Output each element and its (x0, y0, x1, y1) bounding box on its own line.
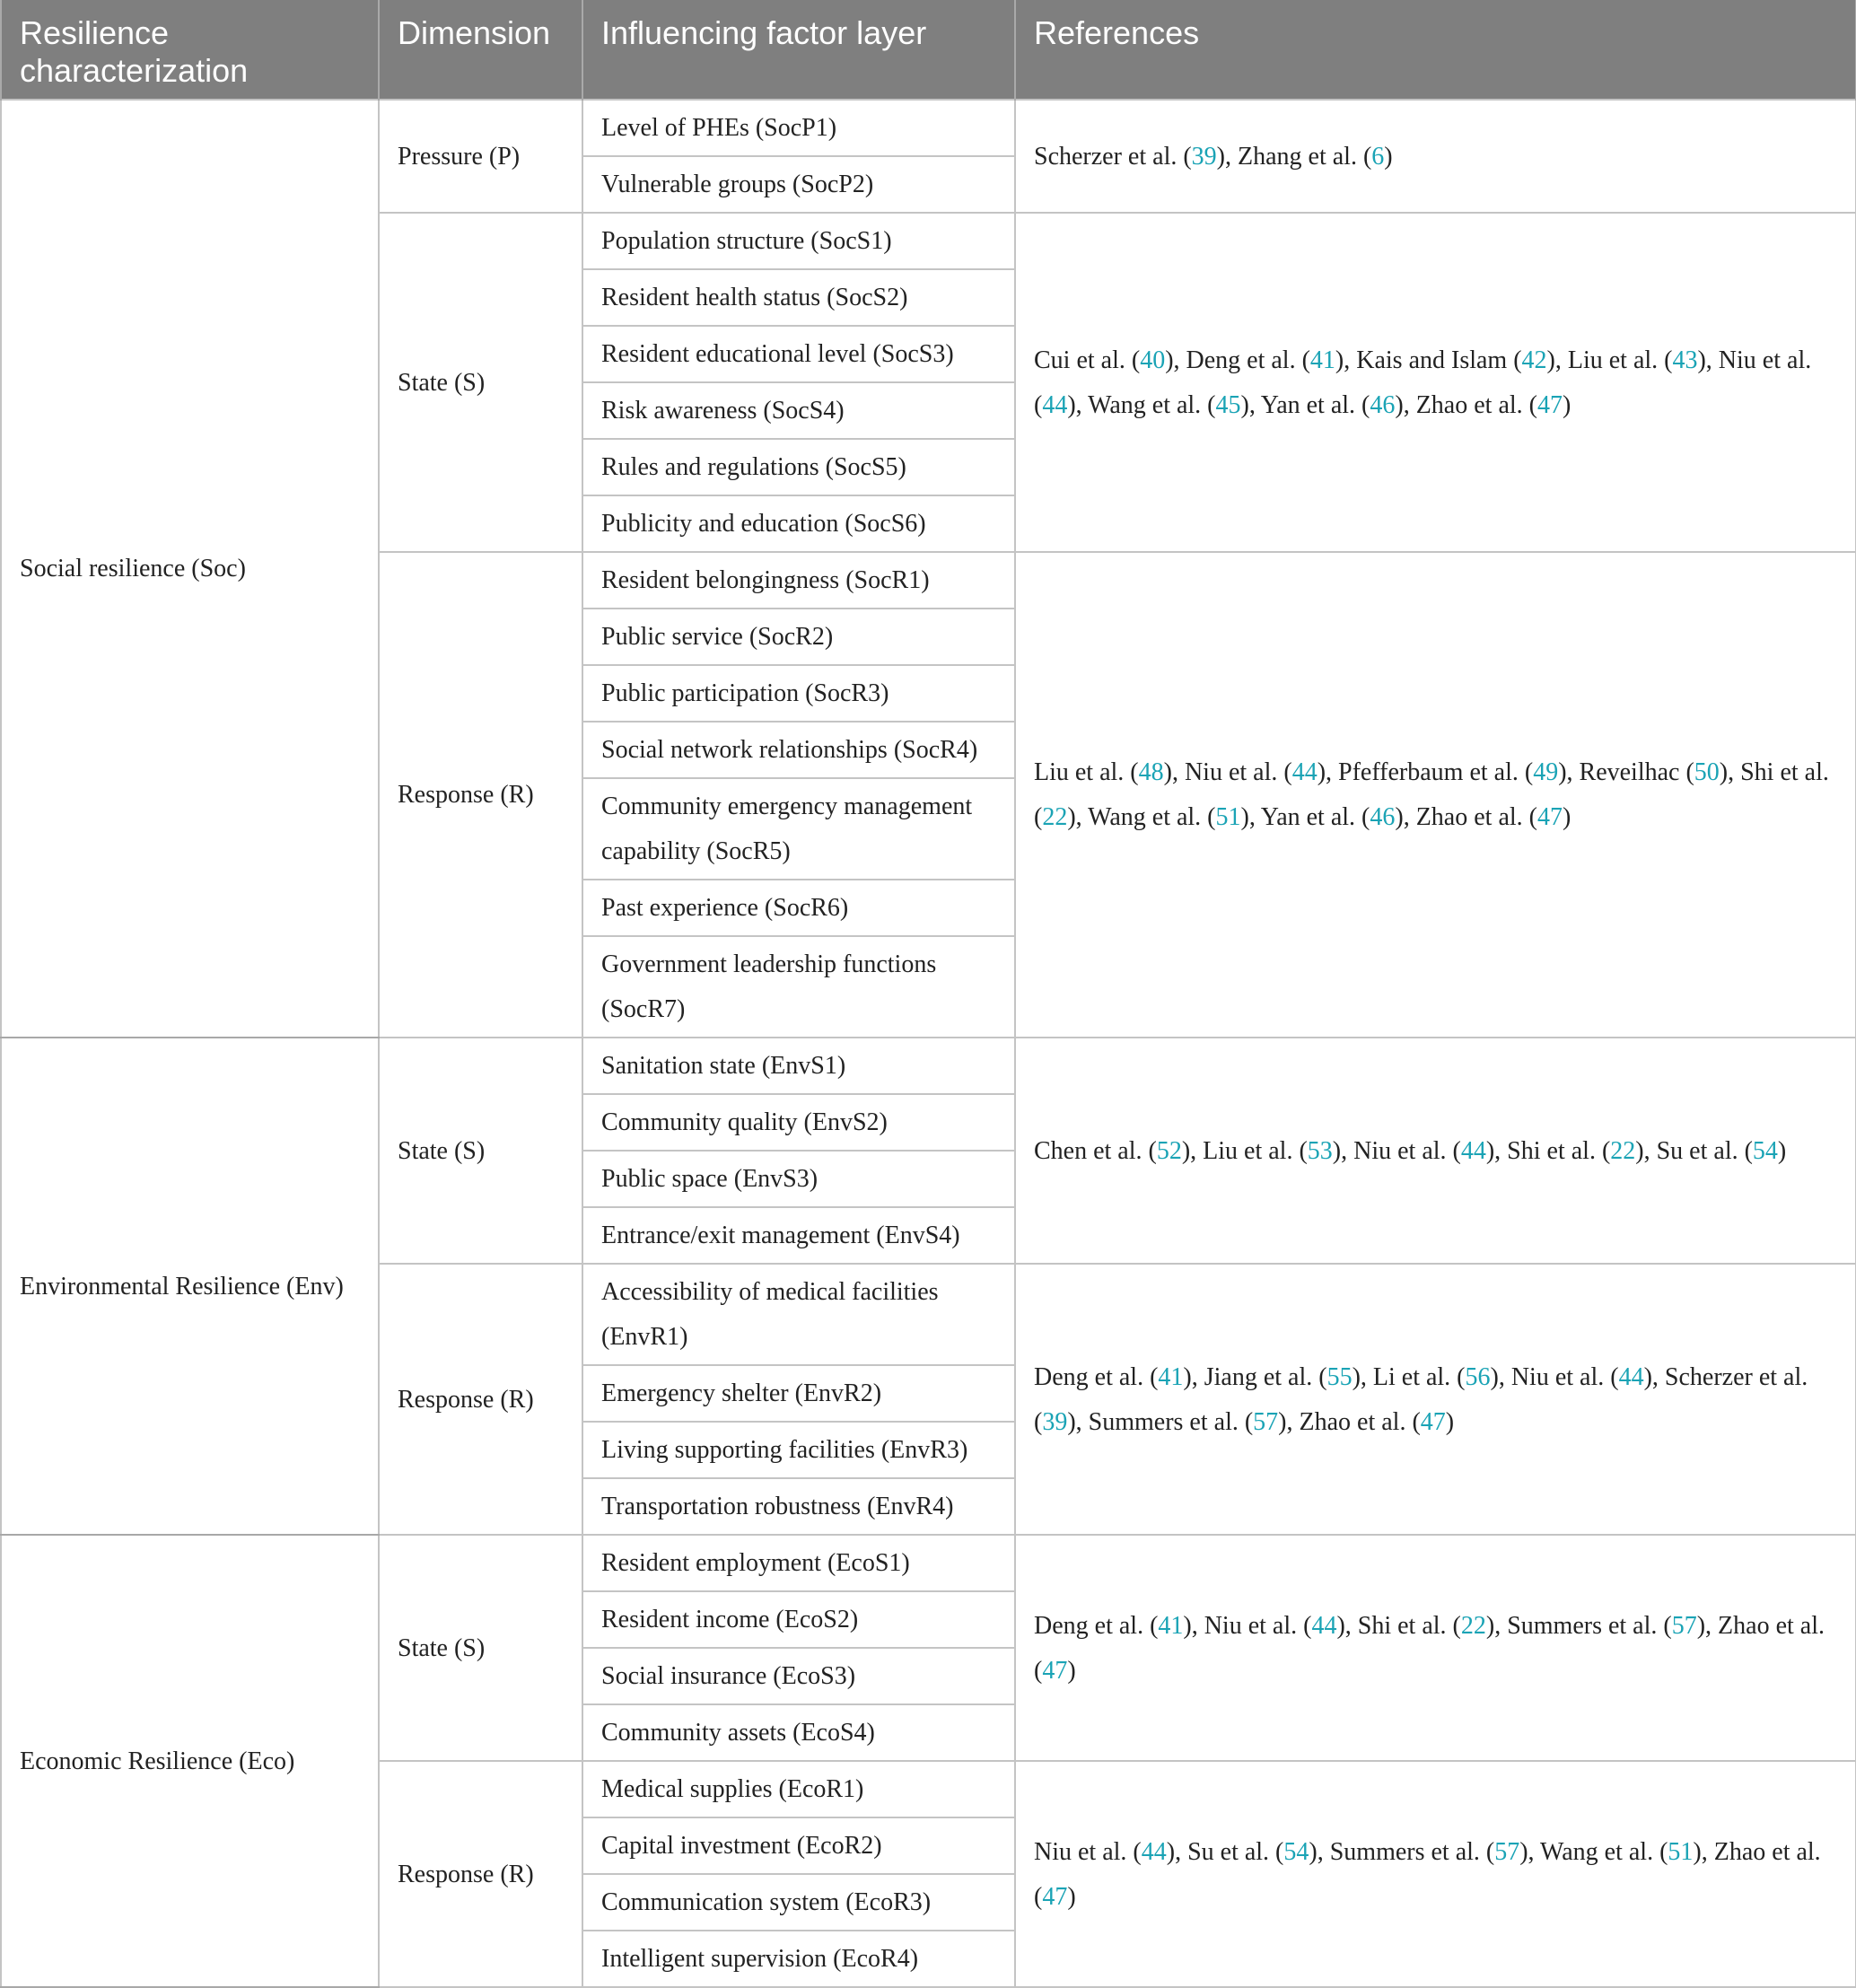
reference-link[interactable]: 6 (1371, 142, 1385, 171)
reference-link[interactable]: 41 (1158, 1362, 1184, 1391)
influencing-factor-cell: Communication system (EcoR3) (582, 1874, 1015, 1931)
reference-link[interactable]: 42 (1521, 346, 1547, 374)
influencing-factor-cell: Community emergency management capability (SocR5) (582, 778, 1015, 880)
reference-text: ), Pfefferbaum et al. ( (1317, 758, 1534, 786)
reference-link[interactable]: 54 (1283, 1837, 1309, 1866)
dimension-cell: State (S) (379, 1038, 582, 1264)
influencing-factor-cell: Social insurance (EcoS3) (582, 1648, 1015, 1704)
reference-text: ), Reveilhac ( (1558, 758, 1694, 786)
reference-text: ), Summers et al. ( (1309, 1837, 1495, 1866)
reference-text: ), Niu et al. ( (1490, 1362, 1619, 1391)
influencing-factor-cell: Transportation robustness (EnvR4) (582, 1478, 1015, 1535)
reference-link[interactable]: 47 (1042, 1882, 1068, 1911)
reference-link[interactable]: 47 (1420, 1407, 1446, 1436)
reference-link[interactable]: 22 (1042, 803, 1068, 831)
references-cell (1015, 1038, 1856, 1264)
references-cell (1015, 552, 1856, 1038)
reference-text: ), Zhao et al. ( (1034, 1837, 1821, 1911)
header-resilience-characterization: Resilience characterization (1, 0, 379, 100)
reference-text: ), Zhao et al. ( (1395, 803, 1537, 831)
reference-text: ), Wang et al. ( (1067, 803, 1216, 831)
reference-link[interactable]: 47 (1536, 390, 1563, 419)
reference-link[interactable]: 44 (1141, 1837, 1167, 1866)
influencing-factor-cell: Intelligent supervision (EcoR4) (582, 1931, 1015, 1987)
influencing-factor-cell: Level of PHEs (SocP1) (582, 100, 1015, 156)
reference-text: ), Liu et al. ( (1181, 1136, 1308, 1165)
reference-text: ) (1562, 803, 1571, 831)
reference-text: ) (1445, 1407, 1455, 1436)
references-cell (1015, 1264, 1856, 1535)
influencing-factor-cell: Public participation (SocR3) (582, 665, 1015, 722)
reference-text: ), Yan et al. ( (1240, 803, 1370, 831)
table-row (1, 1038, 1856, 1094)
reference-link[interactable]: 44 (1291, 758, 1318, 786)
reference-text: ), Shi et al. ( (1485, 1136, 1611, 1165)
header-dimension: Dimension (379, 0, 582, 100)
influencing-factor-cell: Capital investment (EcoR2) (582, 1817, 1015, 1874)
influencing-factor-cell: Community quality (EnvS2) (582, 1094, 1015, 1151)
influencing-factor-cell: Vulnerable groups (SocP2) (582, 156, 1015, 213)
reference-link[interactable]: 54 (1752, 1136, 1778, 1165)
reference-text: ), Niu et al. ( (1034, 346, 1812, 419)
reference-link[interactable]: 51 (1215, 803, 1241, 831)
reference-text: ), Liu et al. ( (1546, 346, 1673, 374)
reference-text: Scherzer et al. ( (1034, 142, 1192, 171)
influencing-factor-cell: Accessibility of medical facilities (EnvR1) (582, 1264, 1015, 1365)
reference-text: ), Kais and Islam ( (1335, 346, 1522, 374)
reference-link[interactable]: 43 (1672, 346, 1698, 374)
reference-link[interactable]: 22 (1610, 1136, 1636, 1165)
influencing-factor-cell: Resident belongingness (SocR1) (582, 552, 1015, 609)
reference-text: ), Su et al. ( (1635, 1136, 1753, 1165)
reference-link[interactable]: 57 (1494, 1837, 1520, 1866)
reference-text: ) (1562, 390, 1571, 419)
dimension-cell: Pressure (P) (379, 100, 582, 213)
reference-link[interactable]: 41 (1158, 1611, 1184, 1640)
reference-link[interactable]: 55 (1326, 1362, 1353, 1391)
influencing-factor-cell: Population structure (SocS1) (582, 213, 1015, 269)
reference-link[interactable]: 44 (1042, 390, 1068, 419)
reference-link[interactable]: 44 (1460, 1136, 1486, 1165)
resilience-characterization-cell: Environmental Resilience (Env) (1, 1038, 379, 1535)
reference-text: ), Niu et al. ( (1163, 758, 1292, 786)
reference-text: ) (1067, 1882, 1076, 1911)
influencing-factor-cell: Community assets (EcoS4) (582, 1704, 1015, 1761)
header-references: References (1015, 0, 1856, 100)
reference-text: ), Zhao et al. ( (1395, 390, 1537, 419)
influencing-factor-cell: Entrance/exit management (EnvS4) (582, 1207, 1015, 1264)
influencing-factor-cell: Public space (EnvS3) (582, 1151, 1015, 1207)
reference-link[interactable]: 46 (1370, 390, 1396, 419)
dimension-cell: Response (R) (379, 552, 582, 1038)
dimension-cell: Response (R) (379, 1264, 582, 1535)
table-header (1, 0, 1856, 100)
influencing-factor-cell: Risk awareness (SocS4) (582, 382, 1015, 439)
reference-link[interactable]: 45 (1215, 390, 1241, 419)
reference-link[interactable]: 40 (1140, 346, 1166, 374)
dimension-cell: State (S) (379, 213, 582, 552)
reference-link[interactable]: 51 (1668, 1837, 1694, 1866)
influencing-factor-cell: Medical supplies (EcoR1) (582, 1761, 1015, 1817)
reference-link[interactable]: 41 (1309, 346, 1335, 374)
dimension-cell: Response (R) (379, 1761, 582, 1987)
reference-text: Deng et al. ( (1034, 1611, 1159, 1640)
reference-link[interactable]: 44 (1618, 1362, 1644, 1391)
references-cell (1015, 1761, 1856, 1987)
reference-text: ), Su et al. ( (1166, 1837, 1284, 1866)
reference-text: ), Deng et al. ( (1165, 346, 1310, 374)
reference-text: ), Zhao et al. ( (1034, 1611, 1825, 1685)
reference-text: ), Zhang et al. ( (1216, 142, 1372, 171)
influencing-factor-cell: Resident educational level (SocS3) (582, 326, 1015, 382)
influencing-factor-cell: Sanitation state (EnvS1) (582, 1038, 1015, 1094)
reference-link[interactable]: 49 (1533, 758, 1559, 786)
reference-link[interactable]: 44 (1311, 1611, 1337, 1640)
reference-text: Cui et al. ( (1034, 346, 1141, 374)
reference-link[interactable]: 47 (1042, 1656, 1068, 1685)
reference-text: ), Niu et al. ( (1183, 1611, 1312, 1640)
reference-text: ), Wang et al. ( (1067, 390, 1216, 419)
reference-text: ), Shi et al. ( (1336, 1611, 1461, 1640)
resilience-characterization-cell: Social resilience (Soc) (1, 100, 379, 1038)
reference-link[interactable]: 52 (1156, 1136, 1182, 1165)
influencing-factor-cell: Government leadership functions (SocR7) (582, 936, 1015, 1038)
reference-text: Niu et al. ( (1034, 1837, 1142, 1866)
reference-link[interactable]: 46 (1370, 803, 1396, 831)
reference-text: ), Summers et al. ( (1067, 1407, 1254, 1436)
reference-link[interactable]: 48 (1138, 758, 1164, 786)
references-cell (1015, 100, 1856, 213)
influencing-factor-cell: Living supporting facilities (EnvR3) (582, 1422, 1015, 1478)
reference-text: ), Jiang et al. ( (1183, 1362, 1327, 1391)
references-cell (1015, 1535, 1856, 1761)
table-row (1, 100, 1856, 156)
reference-text: ), Scherzer et al. ( (1034, 1362, 1808, 1436)
table-body (1, 100, 1856, 1987)
influencing-factor-cell: Social network relationships (SocR4) (582, 722, 1015, 778)
reference-link[interactable]: 39 (1191, 142, 1217, 171)
header-influencing-factor-layer: Influencing factor layer (582, 0, 1015, 100)
reference-text: ), Niu et al. ( (1332, 1136, 1461, 1165)
influencing-factor-cell: Rules and regulations (SocS5) (582, 439, 1015, 495)
reference-link[interactable]: 22 (1460, 1611, 1486, 1640)
reference-text: ), Summers et al. ( (1485, 1611, 1672, 1640)
influencing-factor-cell: Public service (SocR2) (582, 609, 1015, 665)
resilience-characterization-cell: Economic Resilience (Eco) (1, 1535, 379, 1987)
reference-link[interactable]: 57 (1671, 1611, 1697, 1640)
reference-text: ), Li et al. ( (1352, 1362, 1466, 1391)
reference-text: ), Zhao et al. ( (1278, 1407, 1421, 1436)
influencing-factor-cell: Emergency shelter (EnvR2) (582, 1365, 1015, 1422)
reference-link[interactable]: 56 (1465, 1362, 1491, 1391)
reference-text: Chen et al. ( (1034, 1136, 1157, 1165)
reference-text: ) (1777, 1136, 1787, 1165)
influencing-factor-cell: Publicity and education (SocS6) (582, 495, 1015, 552)
reference-link[interactable]: 50 (1694, 758, 1720, 786)
reference-link[interactable]: 53 (1307, 1136, 1333, 1165)
references-cell (1015, 213, 1856, 552)
influencing-factor-cell: Resident income (EcoS2) (582, 1591, 1015, 1648)
influencing-factor-cell: Resident employment (EcoS1) (582, 1535, 1015, 1591)
reference-link[interactable]: 57 (1253, 1407, 1279, 1436)
influencing-factor-cell: Resident health status (SocS2) (582, 269, 1015, 326)
reference-text: ) (1067, 1656, 1076, 1685)
reference-text: ), Wang et al. ( (1519, 1837, 1668, 1866)
table-row (1, 1535, 1856, 1591)
reference-text: ), Shi et al. ( (1034, 758, 1829, 831)
reference-text: Deng et al. ( (1034, 1362, 1159, 1391)
reference-link[interactable]: 47 (1536, 803, 1563, 831)
reference-text: Liu et al. ( (1034, 758, 1139, 786)
influencing-factor-cell: Past experience (SocR6) (582, 880, 1015, 936)
dimension-cell: State (S) (379, 1535, 582, 1761)
reference-text: ), Yan et al. ( (1240, 390, 1370, 419)
reference-link[interactable]: 39 (1042, 1407, 1068, 1436)
reference-text: ) (1384, 142, 1393, 171)
